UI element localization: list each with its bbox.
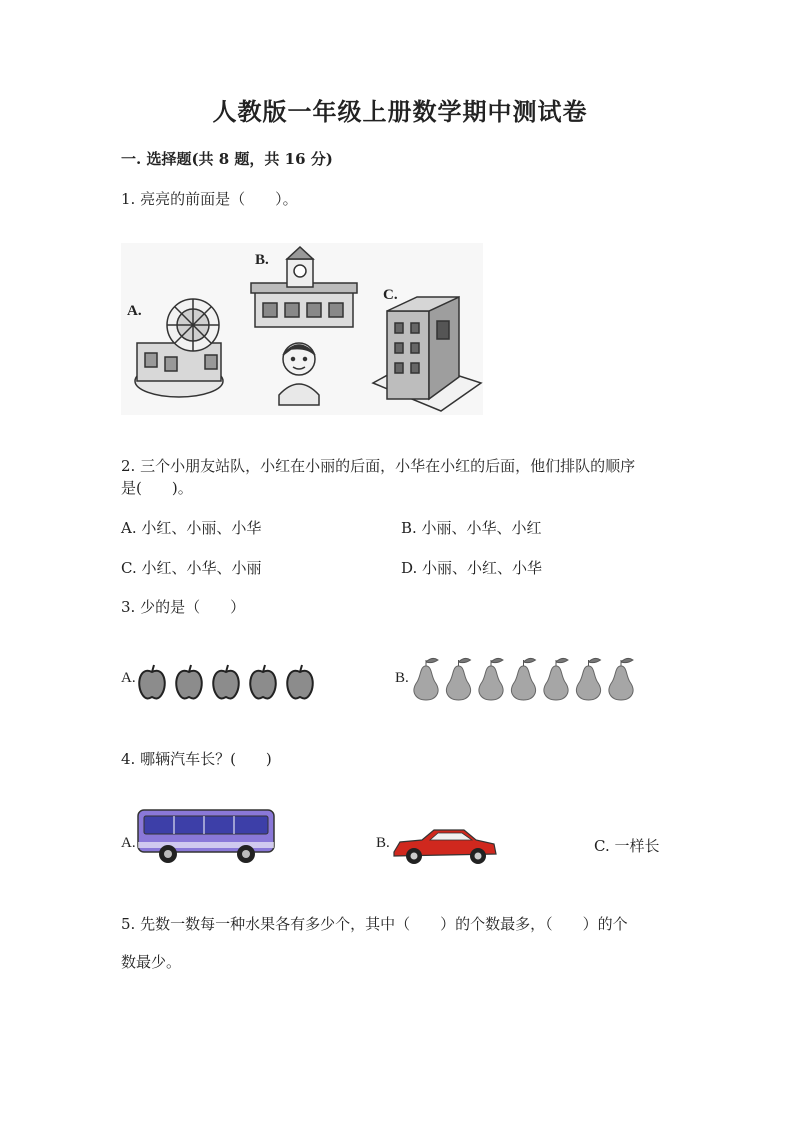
apple-icon (250, 665, 276, 699)
q3-label-a: A. (121, 670, 136, 686)
question-4-text: 4. 哪辆汽车长？( ) (121, 750, 272, 768)
question-1-illustration (121, 243, 483, 415)
question-3-text: 3. 少的是（ ） (121, 598, 246, 616)
car-icon (390, 826, 500, 868)
apple-icon (176, 665, 202, 699)
pear-icon (414, 658, 438, 700)
bus-icon (134, 806, 278, 866)
q2-option-d: D. 小丽、小红、小华 (401, 559, 543, 577)
tall-building-icon (373, 297, 481, 411)
q4-label-a: A. (121, 835, 136, 851)
question-1-text: 1. 亮亮的前面是（ ）。 (121, 190, 298, 208)
apple-icon (287, 665, 313, 699)
question-2-line2: 是( )。 (121, 479, 193, 497)
q2-option-a: A. 小红、小丽、小华 (121, 519, 262, 537)
apple-icon (139, 665, 165, 699)
q2-option-c: C. 小红、小华、小丽 (121, 559, 262, 577)
question-2-line1: 2. 三个小朋友站队，小红在小丽的后面，小华在小红的后面，他们排队的顺序 (121, 457, 636, 475)
q1-label-a: A. (127, 303, 142, 319)
q3-label-b: B. (395, 670, 409, 686)
pear-icon (479, 658, 503, 700)
pear-icon (446, 658, 470, 700)
boy-icon (279, 343, 319, 405)
q4-option-c: C. 一样长 (594, 837, 660, 855)
apple-row (136, 664, 326, 704)
q1-label-b: B. (255, 252, 269, 268)
apple-icon (213, 665, 239, 699)
question-1-image (121, 243, 483, 415)
pear-icon (609, 658, 633, 700)
question-5-line1: 5. 先数一数每一种水果各有多少个，其中（ ）的个数最多，（ ）的个 (121, 915, 628, 933)
page-title: 人教版一年级上册数学期中测试卷 (212, 97, 588, 126)
section-heading: 一. 选择题(共 8 题，共 16 分) (121, 150, 333, 168)
q2-option-b: B. 小丽、小华、小红 (401, 519, 542, 537)
pear-icon (511, 658, 535, 700)
question-5-line2: 数最少。 (121, 953, 182, 971)
q1-label-c: C. (383, 287, 398, 303)
pear-row (410, 656, 646, 702)
pear-icon (544, 658, 568, 700)
amusement-ride-icon (135, 299, 223, 397)
q4-label-b: B. (376, 835, 390, 851)
pear-icon (576, 658, 600, 700)
